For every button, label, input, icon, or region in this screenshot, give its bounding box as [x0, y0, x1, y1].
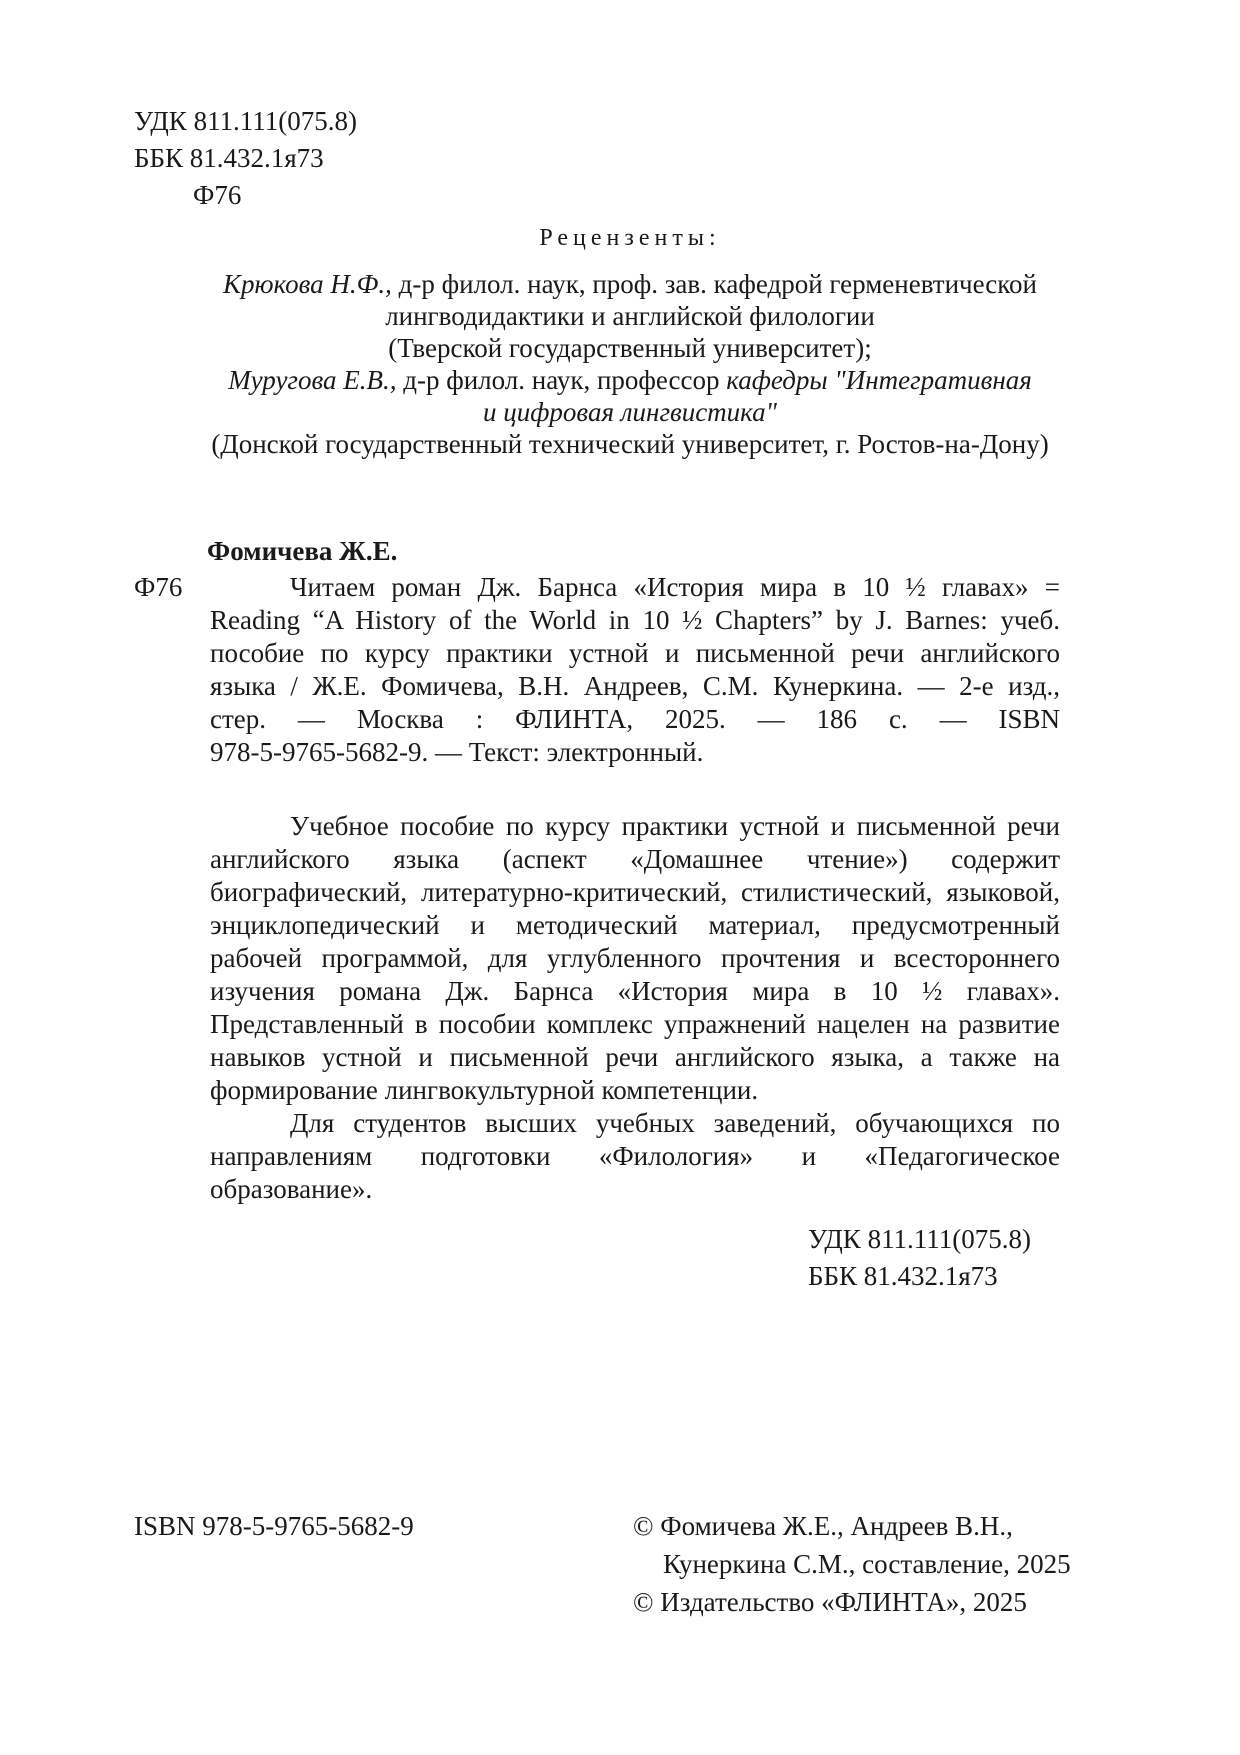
footer-copyright-line-1: © Фомичева Ж.Е., Андреев В.Н., — [633, 1511, 1013, 1541]
abstract-p2-line-3: образование». — [210, 1174, 373, 1204]
header-udk: УДК 811.111(075.8) — [134, 106, 358, 136]
reviewer-2-credentials: д-р филол. наук, профессор — [396, 365, 727, 395]
reviewer-1-credentials: д-р филол. наук, проф. зав. кафедрой герменевтической — [391, 269, 1037, 299]
classification-bbk: ББК 81.432.1я73 — [808, 1261, 998, 1291]
header-code: Ф76 — [193, 180, 242, 210]
reviewer-2-line-1 — [140, 364, 1120, 397]
footer-isbn: ISBN 978-5-9765-5682-9 — [134, 1511, 414, 1541]
abstract-p1-line-1: Учебное пособие по курсу практики устной и письменной речи — [290, 811, 1060, 841]
reviewer-2-line-2: и цифровая лингвистика" — [483, 397, 777, 427]
catalog-line-3: пособие по курсу практики устной и письменной речи английского — [210, 638, 1060, 668]
reviewer-2-department: кафедры "Интегративная — [726, 365, 1032, 395]
reviewer-1-line-2: лингводидактики и английской филологии — [385, 301, 875, 331]
abstract-p1-line-3: биографический, литературно-критический, стилистический, языковой, — [210, 877, 1060, 907]
catalog-line-4: языка / Ж.Е. Фомичева, В.Н. Андреев, С.М. Кунеркина. — 2-е изд., — [210, 671, 1060, 701]
catalog-line-5: стер. — Москва : ФЛИНТА, 2025. — 186 с. — ISBN — [210, 704, 1060, 734]
footer-copyright-line-2: Кунеркина С.М., составление, 2025 — [663, 1549, 1071, 1579]
abstract-p1-line-7: Представленный в пособии комплекс упражнений нацелен на развитие — [210, 1009, 1060, 1039]
header-bbk: ББК 81.432.1я73 — [134, 143, 324, 173]
abstract-p1-line-4: энциклопедический и методический материал, предусмотренный — [210, 910, 1060, 940]
catalog-line-2: Reading “A History of the World in 10 ½ Chapters” by J. Barnes: учеб. — [210, 605, 1060, 635]
reviewers-title: Рецензенты: — [539, 225, 721, 251]
catalog-author: Фомичева Ж.Е. — [207, 536, 398, 566]
catalog-code: Ф76 — [134, 572, 183, 602]
catalog-line-1: Читаем роман Дж. Барнса «История мира в 10 ½ главах» = — [290, 572, 1060, 602]
reviewer-1-line-3: (Тверской государственный университет); — [388, 333, 872, 363]
reviewer-2-line-3: (Донской государственный технический университет, г. Ростов-на-Дону) — [211, 429, 1049, 459]
reviewer-2-name: Муругова Е.В., — [228, 365, 397, 395]
abstract-p1-line-9: формирование лингвокультурной компетенции. — [210, 1075, 759, 1105]
reviewer-1-name: Крюкова Н.Ф., — [223, 269, 392, 299]
abstract-p1-line-2: английского языка (аспект «Домашнее чтение») содержит — [210, 844, 1060, 874]
abstract-p1-line-6: изучения романа Дж. Барнса «История мира в 10 ½ главах». — [210, 976, 1060, 1006]
abstract-p1-line-5: рабочей программой, для углубленного прочтения и всестороннего — [210, 943, 1060, 973]
abstract-p2-line-1: Для студентов высших учебных заведений, обучающихся по — [290, 1108, 1060, 1138]
abstract-p2-line-2: направлениям подготовки «Филология» и «Педагогическое — [210, 1141, 1060, 1171]
catalog-line-6: 978-5-9765-5682-9. — Текст: электронный. — [210, 737, 704, 767]
classification-udk: УДК 811.111(075.8) — [808, 1224, 1032, 1254]
abstract-p1-line-8: навыков устной и письменной речи английского языка, а также на — [210, 1042, 1060, 1072]
reviewer-1-line-1 — [140, 268, 1120, 301]
footer-copyright-line-3: © Издательство «ФЛИНТА», 2025 — [633, 1587, 1027, 1617]
